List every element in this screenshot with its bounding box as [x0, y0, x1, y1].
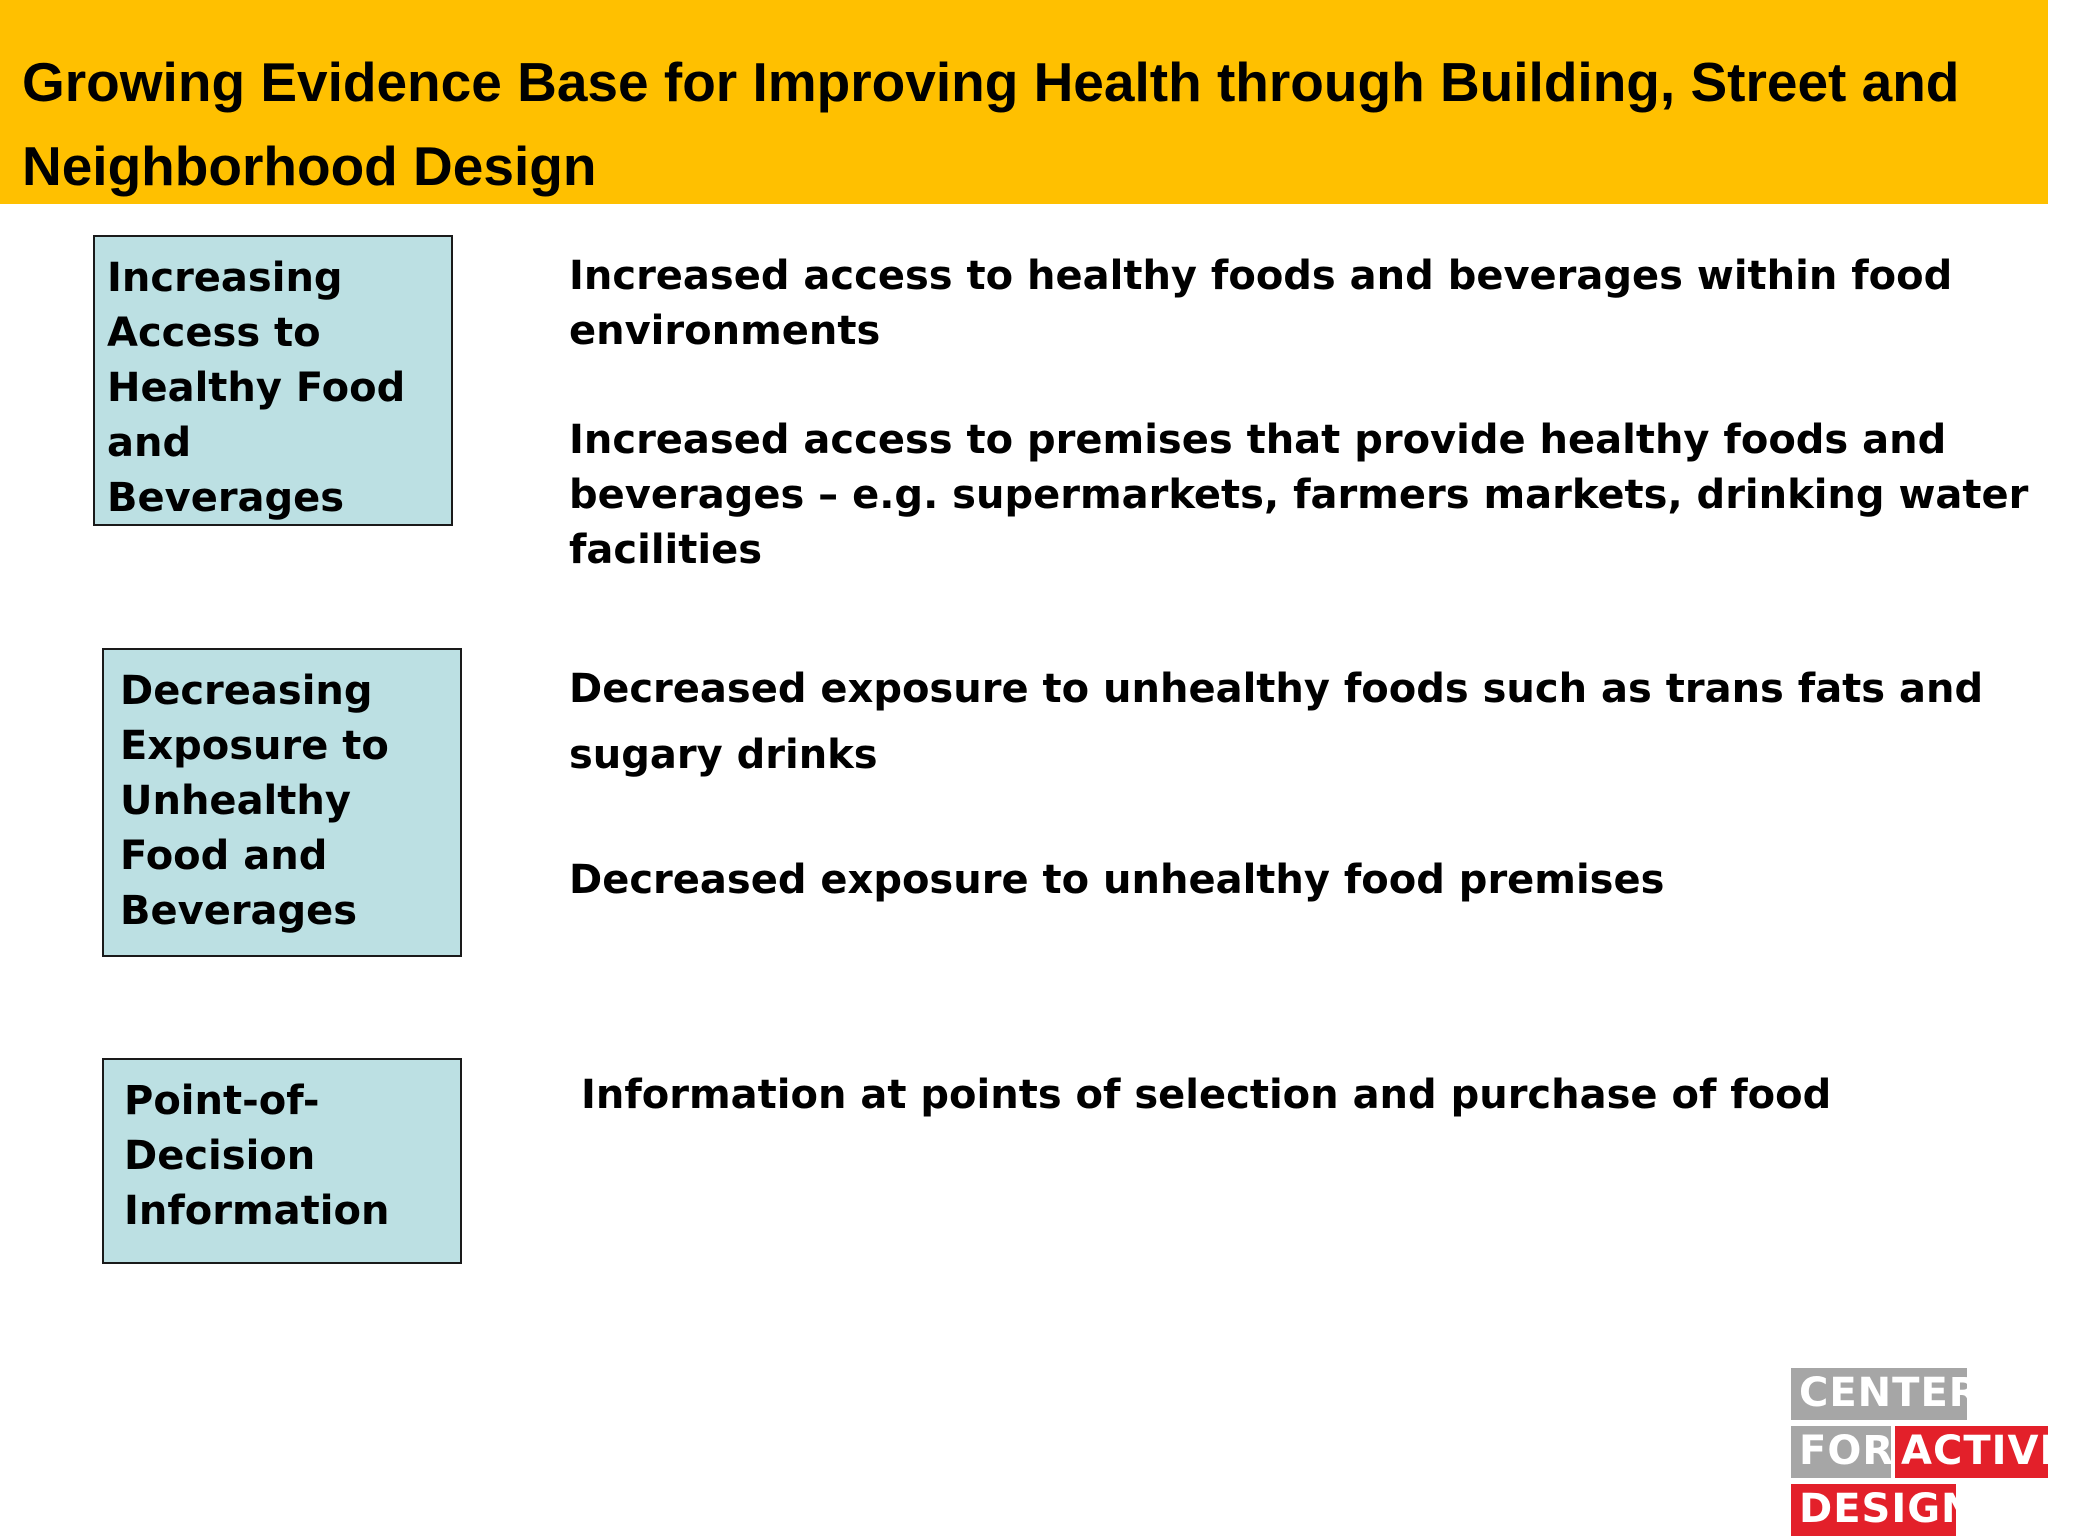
logo-word-active: ACTIVE [1895, 1426, 2048, 1478]
category-box-point-of-decision [102, 1058, 462, 1264]
category-box-healthy-access [93, 235, 453, 526]
description-healthy-premises-access: Increased access to premises that provide healthy foods and beverages – e.g. supermarkets, farmers markets, drinking water facilities [569, 417, 2029, 573]
logo-word-center: CENTER [1791, 1368, 1967, 1420]
description-healthy-foods-access: Increased access to healthy foods and beverages within food environments [569, 253, 1953, 354]
description-unhealthy-premises-exposure: Decreased exposure to unhealthy food premises [569, 857, 1665, 903]
category-label: Point-of-Decision Information [124, 1078, 390, 1234]
category-box-unhealthy-exposure [102, 648, 462, 957]
slide-title: Growing Evidence Base for Improving Health through Building, Street and Neighborhood Design [22, 51, 1960, 197]
description-unhealthy-foods-exposure: Decreased exposure to unhealthy foods such as trans fats and sugary drinks [569, 666, 1984, 778]
category-label: Decreasing Exposure to Unhealthy Food and Beverages [120, 668, 389, 934]
category-label: Increasing Access to Healthy Food and Beverages [107, 255, 406, 521]
logo-word-design: DESIGN [1791, 1484, 1956, 1536]
logo-word-for: FOR [1791, 1426, 1891, 1478]
description-point-of-purchase-info: Information at points of selection and purchase of food [581, 1072, 1832, 1118]
title-bar [0, 0, 2048, 204]
center-for-active-design-logo [1791, 1368, 2068, 1536]
